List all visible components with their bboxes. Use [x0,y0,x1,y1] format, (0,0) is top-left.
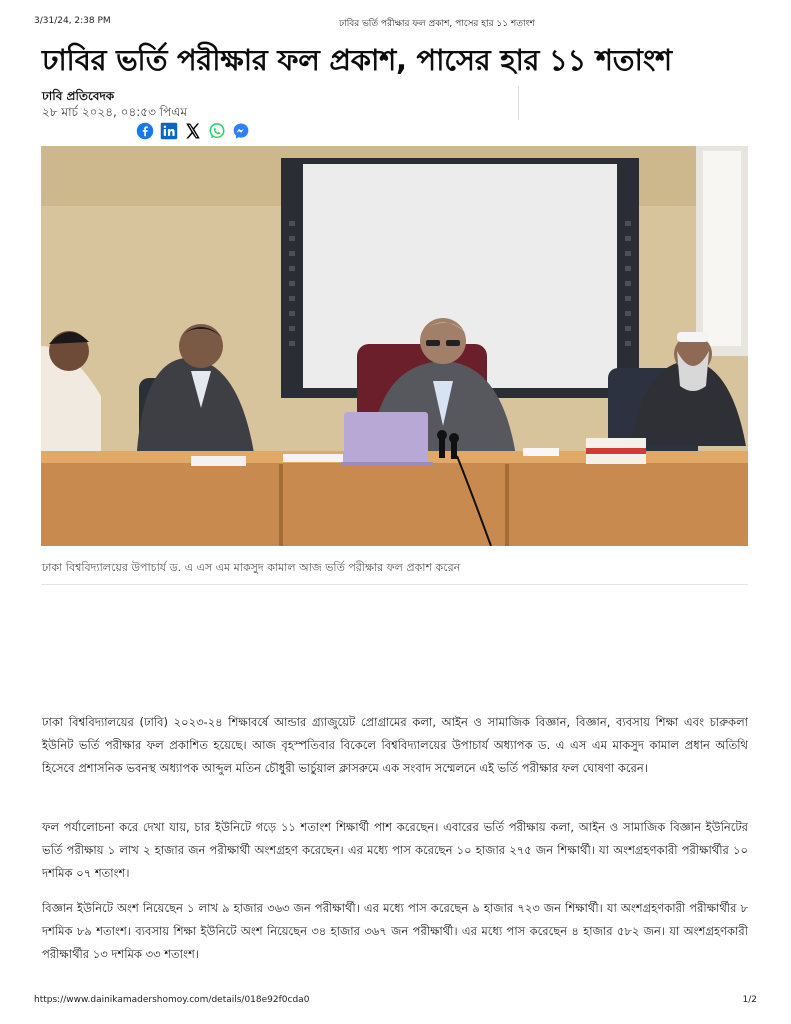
article-published-date: ২৮ মার্চ ২০২৪, ০৪:৫৩ পিএম [42,105,188,119]
print-page-title: ঢাবির ভর্তি পরীক্ষার ফল প্রকাশ, পাসের হার ১১ শতাংশ [339,19,535,29]
print-datetime: 3/31/24, 2:38 PM [34,16,111,26]
x-icon[interactable] [184,122,202,140]
article-paragraph-2: ফল পর্যালোচনা করে দেখা যায়, চার ইউনিটে গড়ে ১১ শতাংশ শিক্ষার্থী পাশ করেছেন। এবারের ভর্তি পরীক্ষায় কলা, আইন ও সামাজিক বিজ্ঞান ইউনিটের ভর্তি পরীক্ষায় ১ লাখ ২ হাজার জন পরীক্ষার্থী অংশগ্রহণ করেছেন। এর মধ্যে পাস করেছেন ১০ হাজার ২৭৫ জন শিক্ষার্থী। যা অংশগ্রহণকারী পরীক্ষার্থীর ১০ দশমিক ০৭ শতাংশ। [42,820,748,880]
linkedin-icon[interactable] [160,122,178,140]
whatsapp-icon[interactable] [208,122,226,140]
facebook-icon[interactable] [136,122,154,140]
article-photo [41,146,748,546]
article-headline: ঢাবির ভর্তি পরীক্ষার ফল প্রকাশ, পাসের হার ১১ শতাংশ [42,43,672,77]
messenger-icon[interactable] [232,122,250,140]
press-conference-image [41,146,748,546]
caption-divider [41,584,748,585]
photo-caption: ঢাকা বিশ্ববিদ্যালয়ের উপাচার্য ড. এ এস এম মাকসুদ কামাল আজ ভর্তি পরীক্ষার ফল প্রকাশ করেন [42,561,461,574]
print-url[interactable]: https://www.dainikamadershomoy.com/details/018e92f0cda0 [34,995,310,1005]
article-paragraph-3: বিজ্ঞান ইউনিটে অংশ নিয়েছেন ১ লাখ ৯ হাজার ৩৬৩ জন পরীক্ষার্থী। এর মধ্যে পাস করেছেন ৯ হাজার ৭২৩ জন শিক্ষার্থী। যা অংশগ্রহণকারী পরীক্ষার্থীর ৮ দশমিক ৮৯ শতাংশ। ব্যবসায় শিক্ষা ইউনিটে অংশ নিয়েছেন ৩৪ হাজার ৩৬৭ জন পরীক্ষার্থী। এর মধ্যে পাস করেছেন ৪ হাজার ৫৮২ জন। যা অংশগ্রহণকারী পরীক্ষার্থীর ১৩ দশমিক ৩৩ শতাংশ। [42,901,748,961]
article-author[interactable]: ঢাবি প্রতিবেদক [42,89,115,103]
print-page-number: 1/2 [742,995,757,1005]
header-divider [518,86,519,120]
article-paragraph-1: ঢাকা বিশ্ববিদ্যালয়ের (ঢাবি) ২০২৩-২৪ শিক্ষাবর্ষে আন্ডার গ্র্যাজুয়েট প্রোগ্রামের কলা, আইন ও সামাজিক বিজ্ঞান, বিজ্ঞান, ব্যবসায় শিক্ষা এবং চারুকলা ইউনিট ভর্তি পরীক্ষার ফল প্রকাশিত হয়েছে। আজ বৃহস্পতিবার বিকেলে বিশ্ববিদ্যালয়ের উপাচার্য অধ্যাপক ড. এ এস এম মাকসুদ কামাল প্রধান অতিথি হিসেবে প্রশাসনিক ভবনস্থ অধ্যাপক আব্দুল মতিন চৌধুরী ভার্চুয়াল ক্লাসরুমে এক সংবাদ সম্মেলনে এই ভর্তি পরীক্ষার ফল ঘোষণা করেন। [42,715,748,775]
share-bar [136,122,250,140]
